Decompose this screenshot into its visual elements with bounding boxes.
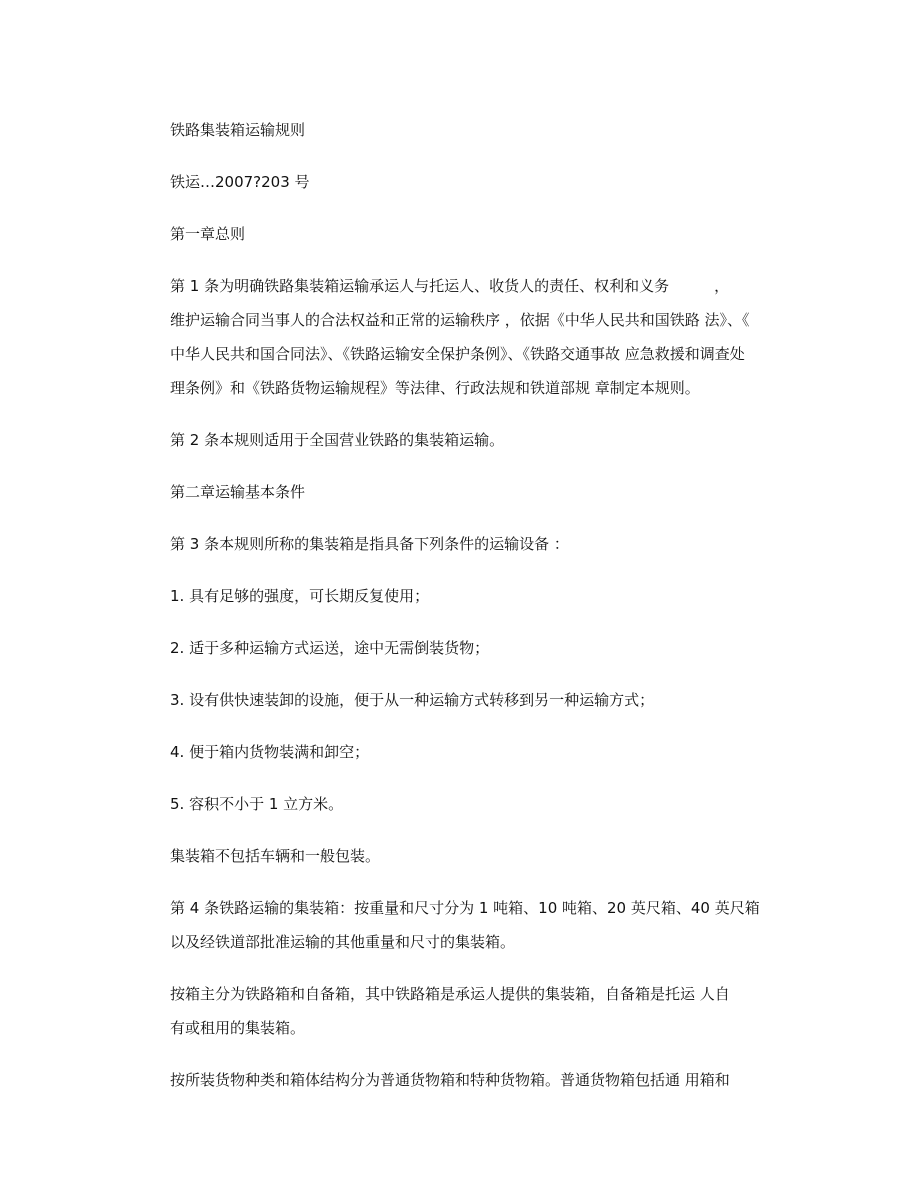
condition-item: 3. 设有供快速装卸的设施，便于从一种运输方式转移到另一种运输方式； xyxy=(170,691,655,709)
article-2: 第 2 条本规则适用于全国营业铁路的集装箱运输。 xyxy=(170,431,505,449)
condition-item: 5. 容积不小于 1 立方米。 xyxy=(170,795,344,813)
document-title: 铁路集装箱运输规则 xyxy=(170,121,306,139)
article-1-line: 中华人民共和国合同法》、《铁路运输安全保护条例》、《铁路交通事故 应急救援和调查处 xyxy=(170,345,745,363)
document-number: 铁运…2007?203 号 xyxy=(170,173,310,191)
article-1-line: 维护运输合同当事人的合法权益和正常的运输秩序 ，依据《中华人民共和国铁路 法》、《 xyxy=(170,311,750,329)
article-3: 第 3 条本规则所称的集装箱是指具备下列条件的运输设备 ： xyxy=(170,535,569,553)
article-1-line: 第 1 条为明确铁路集装箱运输承运人与托运人、收货人的责任、权利和义务 ， xyxy=(170,277,730,295)
condition-item: 4. 便于箱内货物装满和卸空； xyxy=(170,743,370,761)
condition-item: 1. 具有足够的强度，可长期反复使用； xyxy=(170,587,430,605)
exclusion-note: 集装箱不包括车辆和一般包装。 xyxy=(170,847,381,865)
article-4-line: 第 4 条铁路运输的集装箱：按重量和尺寸分为 1 吨箱、10 吨箱、20 英尺箱、40 英尺箱 xyxy=(170,899,760,917)
owner-classification-line: 有或租用的集装箱。 xyxy=(170,1019,306,1037)
chapter-1-heading: 第一章总则 xyxy=(170,225,246,243)
cargo-classification-line: 按所装货物种类和箱体结构分为普通货物箱和特种货物箱。普通货物箱包括通 用箱和 xyxy=(170,1071,730,1089)
owner-classification-line: 按箱主分为铁路箱和自备箱，其中铁路箱是承运人提供的集装箱，自备箱是托运 人自 xyxy=(170,985,730,1003)
article-4-line: 以及经铁道部批准运输的其他重量和尺寸的集装箱。 xyxy=(170,933,516,951)
chapter-2-heading: 第二章运输基本条件 xyxy=(170,483,306,501)
article-1-line: 理条例》和《铁路货物运输规程》等法律、行政法规和铁道部规 章制定本规则。 xyxy=(170,379,700,397)
condition-item: 2. 适于多种运输方式运送，途中无需倒装货物； xyxy=(170,639,490,657)
